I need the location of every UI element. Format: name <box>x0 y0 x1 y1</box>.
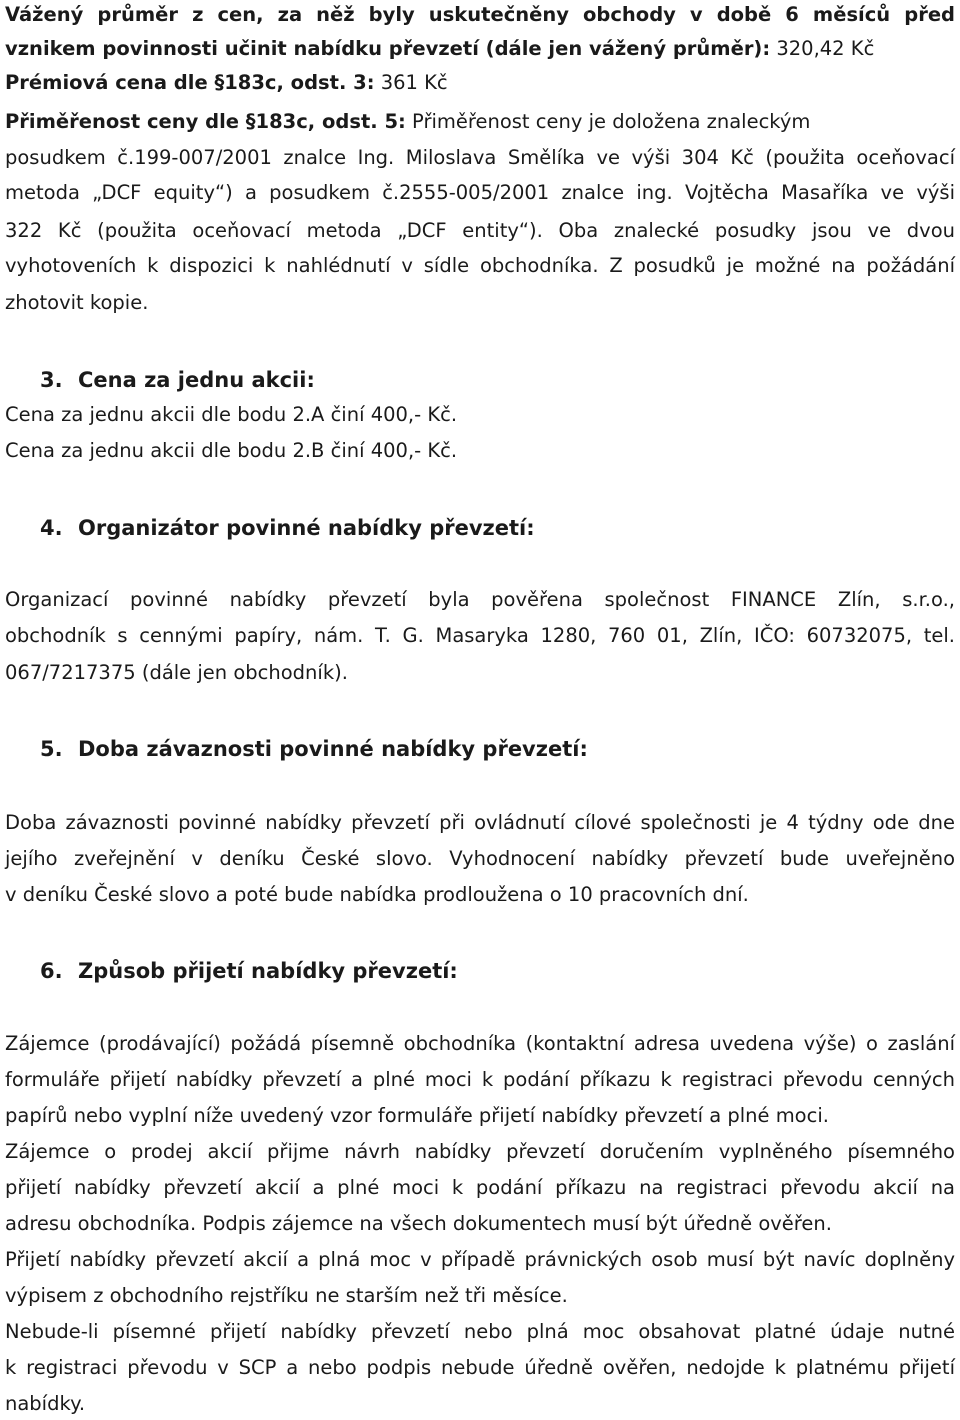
s4-line-3: 067/7217375 (dále jen obchodník). <box>5 661 348 684</box>
section-4-heading <box>40 514 535 542</box>
s4-line-1: Organizací povinné nabídky převzetí byla pověřena společnost FINANCE Zlín, s.r.o., <box>5 588 955 611</box>
s6-line-8: výpisem z obchodního rejstříku ne starším než tři měsíce. <box>5 1284 568 1307</box>
s6-line-1: Zájemce (prodávající) požádá písemně obchodníka (kontaktní adresa uvedena výše) o zaslání <box>5 1032 955 1055</box>
section-title: Organizátor povinné nabídky převzetí: <box>78 516 535 540</box>
s6-line-6: adresu obchodníka. Podpis zájemce na všech dokumentech musí být úředně ověřen. <box>5 1212 832 1235</box>
s3-line-2: Cena za jednu akcii dle bodu 2.B činí 400,- Kč. <box>5 439 458 462</box>
section-6-heading <box>40 957 458 985</box>
s6-line-7: Přijetí nabídky převzetí akcií a plná moc v případě právnických osob musí být navíc doplněny <box>5 1248 955 1271</box>
s6-line-10: k registraci převodu v SCP a nebo podpis nebude úředně ověřen, nedojde k platnému přijetí <box>5 1356 955 1379</box>
s4-line-2: obchodník s cennými papíry, nám. T. G. Masaryka 1280, 760 01, Zlín, IČO: 60732075, tel. <box>5 624 955 647</box>
s6-line-9: Nebude-li písemné přijetí nabídky převzetí nebo plná moc obsahovat platné údaje nutné <box>5 1320 955 1343</box>
section-number: 5. <box>40 737 63 761</box>
adequacy-text: Přiměřenost ceny je doložena znaleckým <box>405 110 811 133</box>
s3-line-1: Cena za jednu akcii dle bodu 2.A činí 400,- Kč. <box>5 403 458 426</box>
section-title: Doba závaznosti povinné nabídky převzetí: <box>78 737 588 761</box>
s6-line-11: nabídky. <box>5 1392 86 1415</box>
intro-line-7: 322 Kč (použita oceňovací metoda „DCF entity“). Oba znalecké posudky jsou ve dvou <box>5 219 955 242</box>
s6-line-5: přijetí nabídky převzetí akcií a plné moci k podání příkazu na registraci převodu akcií na <box>5 1176 955 1199</box>
intro-line-6: metoda „DCF equity“) a posudkem č.2555-005/2001 znalce ing. Vojtěcha Masaříka ve výši <box>5 181 955 204</box>
weighted-average-label: vznikem povinnosti učinit nabídku převzetí (dále jen vážený průměr): <box>5 37 771 60</box>
intro-line-1 <box>5 2 955 28</box>
intro-line-3 <box>5 70 448 96</box>
premium-price-value: 361 Kč <box>374 71 448 94</box>
s6-line-4: Zájemce o prodej akcií přijme návrh nabídky převzetí doručením vyplněného písemného <box>5 1140 955 1163</box>
section-5-heading <box>40 735 588 763</box>
intro-bold-text: Vážený průměr z cen, za něž byly uskutečněny obchody v době 6 měsíců před <box>5 3 955 26</box>
adequacy-label: Přiměřenost ceny dle §183c, odst. 5: <box>5 110 406 133</box>
weighted-average-value: 320,42 Kč <box>770 37 875 60</box>
s6-line-3: papírů nebo vyplní níže uvedený vzor formuláře přijetí nabídky převzetí a plné moci. <box>5 1104 829 1127</box>
section-number: 4. <box>40 516 63 540</box>
intro-line-4 <box>5 109 810 135</box>
section-3-heading <box>40 366 315 394</box>
intro-line-8: vyhotoveních k dispozici k nahlédnutí v sídle obchodníka. Z posudků je možné na požádání <box>5 254 955 277</box>
section-number: 6. <box>40 959 63 983</box>
s5-line-2: jejího zveřejnění v deníku České slovo. Vyhodnocení nabídky převzetí bude uveřejněno <box>5 847 955 870</box>
intro-line-9: zhotovit kopie. <box>5 291 149 314</box>
premium-price-label: Prémiová cena dle §183c, odst. 3: <box>5 71 375 94</box>
s5-line-3: v deníku České slovo a poté bude nabídka prodloužena o 10 pracovních dní. <box>5 883 749 906</box>
s5-line-1: Doba závaznosti povinné nabídky převzetí při ovládnutí cílové společnosti je 4 týdny ode dne <box>5 811 955 834</box>
s6-line-2: formuláře přijetí nabídky převzetí a plné moci k podání příkazu k registraci převodu cenných <box>5 1068 955 1091</box>
section-title: Cena za jednu akcii: <box>78 368 315 392</box>
section-number: 3. <box>40 368 63 392</box>
intro-line-5: posudkem č.199-007/2001 znalce Ing. Miloslava Smělíka ve výši 304 Kč (použita oceňovací <box>5 146 955 169</box>
intro-line-2 <box>5 36 874 62</box>
section-title: Způsob přijetí nabídky převzetí: <box>78 959 458 983</box>
